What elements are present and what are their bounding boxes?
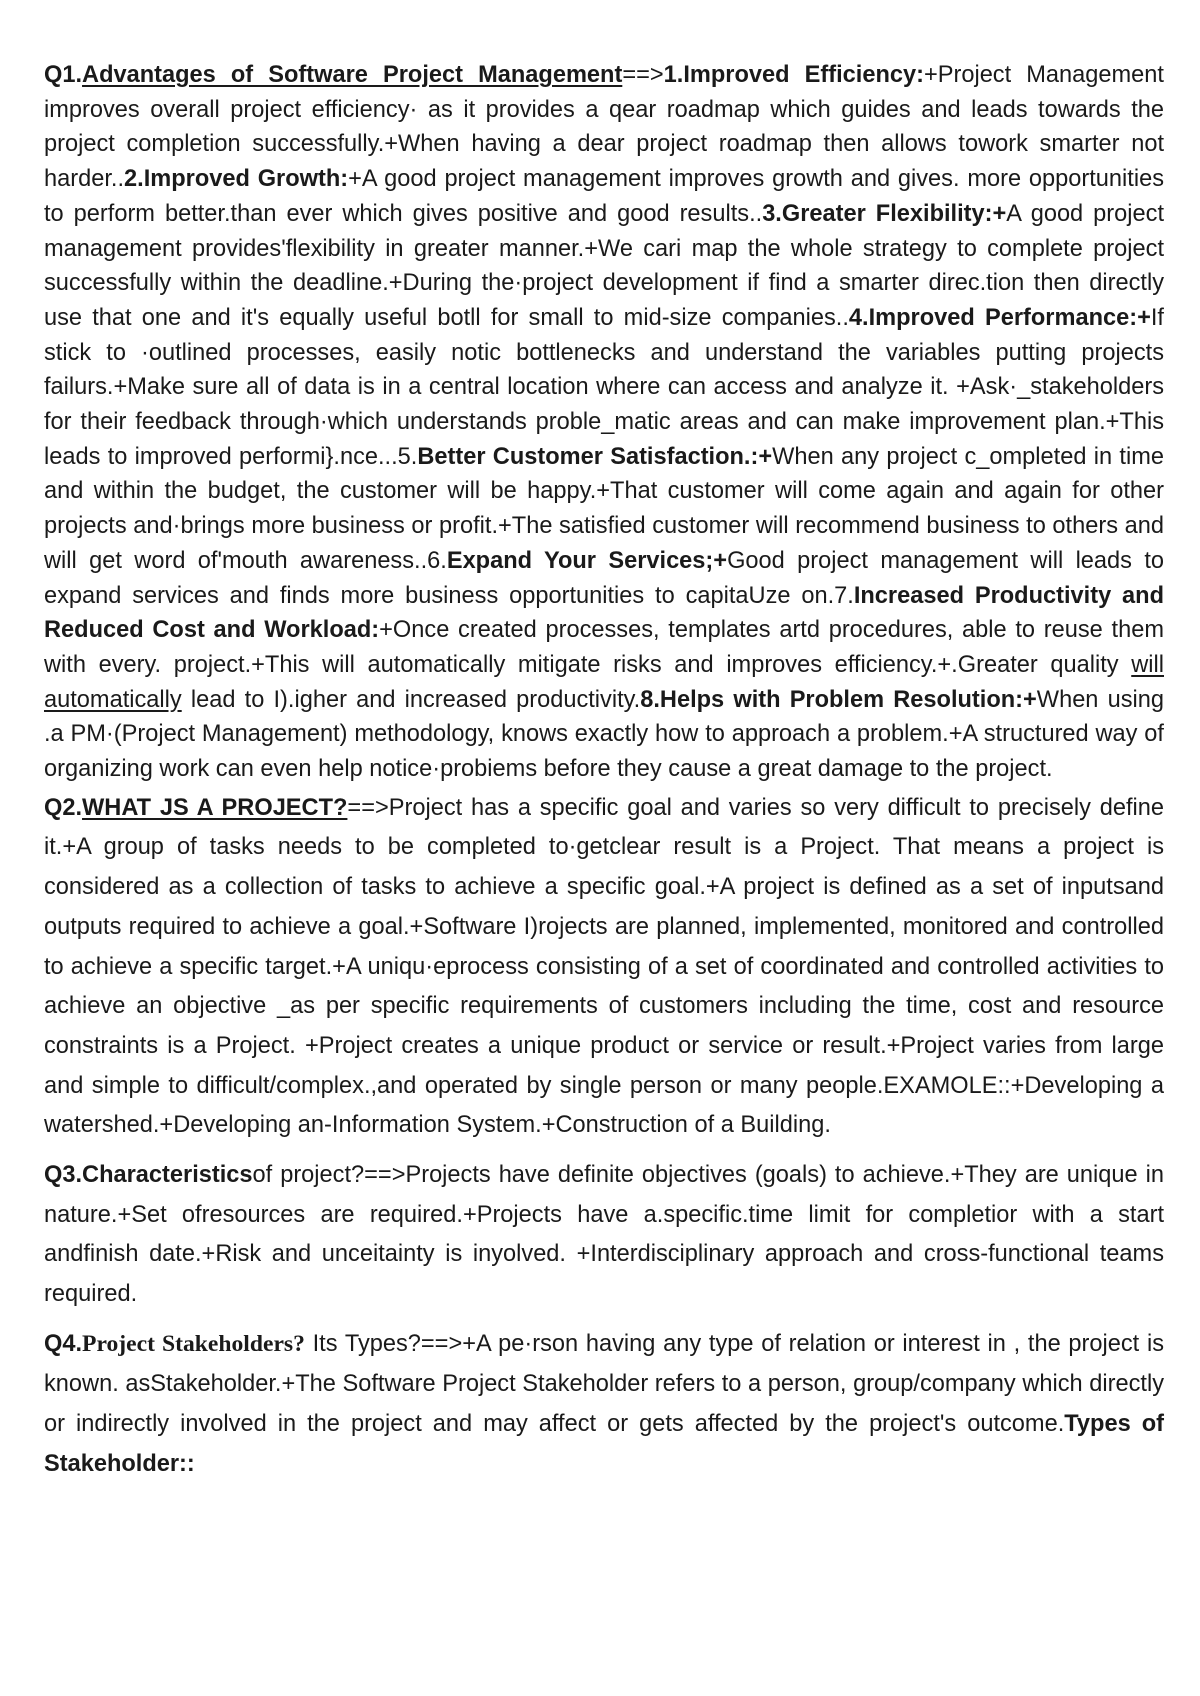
q1-s6-heading: Expand Your Services;+ bbox=[446, 547, 728, 574]
q1-s2-text: +A good project management improves growth and gives. more opportunities to perform better.than ever which gives positive and good results.. bbox=[44, 166, 1164, 227]
q1-s5-heading: Better Customer Satisfaction.:+ bbox=[417, 443, 773, 470]
q4-text: Its Types?==>+A pe·rson having any type of relation or interest in , the project is known. asStakeholder.+The Software Project Stakeholder refers to a person, group/company which directly or indirectly involved in the project and may affect or gets affected by the project's outcome. bbox=[44, 1331, 1164, 1438]
q1-label: Q1. bbox=[44, 62, 83, 88]
q1-s5-text: When any project c_ompleted in time and within the budget, the customer will be happy.+That customer will come again and again for other projects and·brings more business or profit.+The satisfied customer will recommend business to others and will get word of'mouth awareness..6. bbox=[44, 443, 1164, 574]
q3-label: Q3. bbox=[44, 1162, 83, 1189]
q2-arrow: ==> bbox=[347, 794, 389, 821]
q3-title: Characteristics bbox=[82, 1162, 253, 1189]
q2-label: Q2. bbox=[44, 794, 83, 821]
q1-s7-text-a: +Once created processes, templates artd procedures, able to reuse them with every. project.+This will automatically mitigate risks and improves efficiency.+.Greater quality bbox=[44, 617, 1164, 678]
q1-title: Advantages of Software Project Management bbox=[82, 62, 623, 88]
q1-s7-heading: Increased Productivity and Reduced Cost and Workload: bbox=[44, 582, 1164, 644]
q2-paragraph bbox=[44, 789, 1164, 1146]
q1-s4-text: If stick to ·outlined processes, easily notic bottlenecks and understand the variables putting projects failurs.+Make sure all of data is in a central location where can access and analyze it. +Ask·_stakeholders for their feedback through·which understands proble_matic areas and can make improvement plan.+This leads to improved performi}.nce...5. bbox=[44, 304, 1164, 470]
q2-text: Project has a specific goal and varies so very difficult to precisely define it.+A group of tasks needs to be completed to·getclear result is a Project. That means a project is considered as a collection of tasks to achieve a specific goal.+A project is defined as a set of inputsand outputs required to achieve a goal.+Software I)rojects are planned, implemented, monitored and controlled to achieve a specific target.+A uniqu·eprocess consisting of a set of coordinated and controlled activities to achieve an objective _as per specific requirements of customers including the time, cost and resource constraints is a Project. +Project creates a unique product or service or result.+Project varies from large and simple to difficult/complex.,and operated by single person or many people.EXAMOLE::+Developing a watershed.+Developing an-Information System.+Construction of a Building. bbox=[44, 794, 1165, 1139]
q4-paragraph bbox=[44, 1324, 1164, 1484]
q2-title: WHAT JS A PROJECT? bbox=[82, 794, 348, 821]
q1-paragraph bbox=[44, 58, 1164, 787]
q1-s7-text-b: lead to I).igher and increased productivity. bbox=[181, 686, 641, 713]
q1-s7-underlined: will automatically bbox=[44, 651, 1164, 713]
q1-arrow: ==> bbox=[622, 62, 664, 88]
q1-s1-heading: 1.Improved Efficiency: bbox=[663, 62, 924, 88]
q1-s3-text: A good project management provides'flexibility in greater manner.+We cari map the whole strategy to complete project successfully within the deadline.+During the·project development if find a smarter direc.tion then directly use that one and it's equally useful botll for small to mid-size companies.. bbox=[44, 200, 1164, 331]
q1-s8-text: When using .a PM·(Project Management) methodology, knows exactly how to approach a problem.+A structured way of organizing work can even help notice·probiems before they cause a great damage to the project. bbox=[44, 686, 1165, 783]
q1-s6-text: Good project management will leads to expand services and finds more business opportunities to capitaUze on.7. bbox=[44, 547, 1165, 609]
q3-text: of project?==>Projects have definite objectives (goals) to achieve.+They are unique in nature.+Set ofresources are required.+Projects have a.specific.time limit for completior with a start andfinish date.+Risk and unceitainty is inyolved. +Interdisciplinary approach and cross-functional teams required. bbox=[44, 1162, 1164, 1307]
q1-s3-heading: 3.Greater Flexibility:+ bbox=[762, 200, 1007, 227]
q4-types-heading: Types of Stakeholder:: bbox=[44, 1411, 1165, 1478]
q1-s8-heading: 8.Helps with Problem Resolution:+ bbox=[640, 686, 1037, 713]
q4-label: Q4. bbox=[44, 1331, 83, 1358]
q1-s4-heading: 4.Improved Performance:+ bbox=[848, 304, 1151, 331]
q1-s1-text: +Project Management improves overall project efficiency· as it provides a qear roadmap which guides and leads towards the project completion successfully.+When having a dear project roadmap then allows towork smarter not harder.. bbox=[44, 62, 1164, 193]
q4-title: Project Stakeholders? bbox=[82, 1331, 305, 1358]
q3-paragraph bbox=[44, 1156, 1164, 1314]
q1-s2-heading: 2.Improved Growth: bbox=[124, 166, 349, 193]
